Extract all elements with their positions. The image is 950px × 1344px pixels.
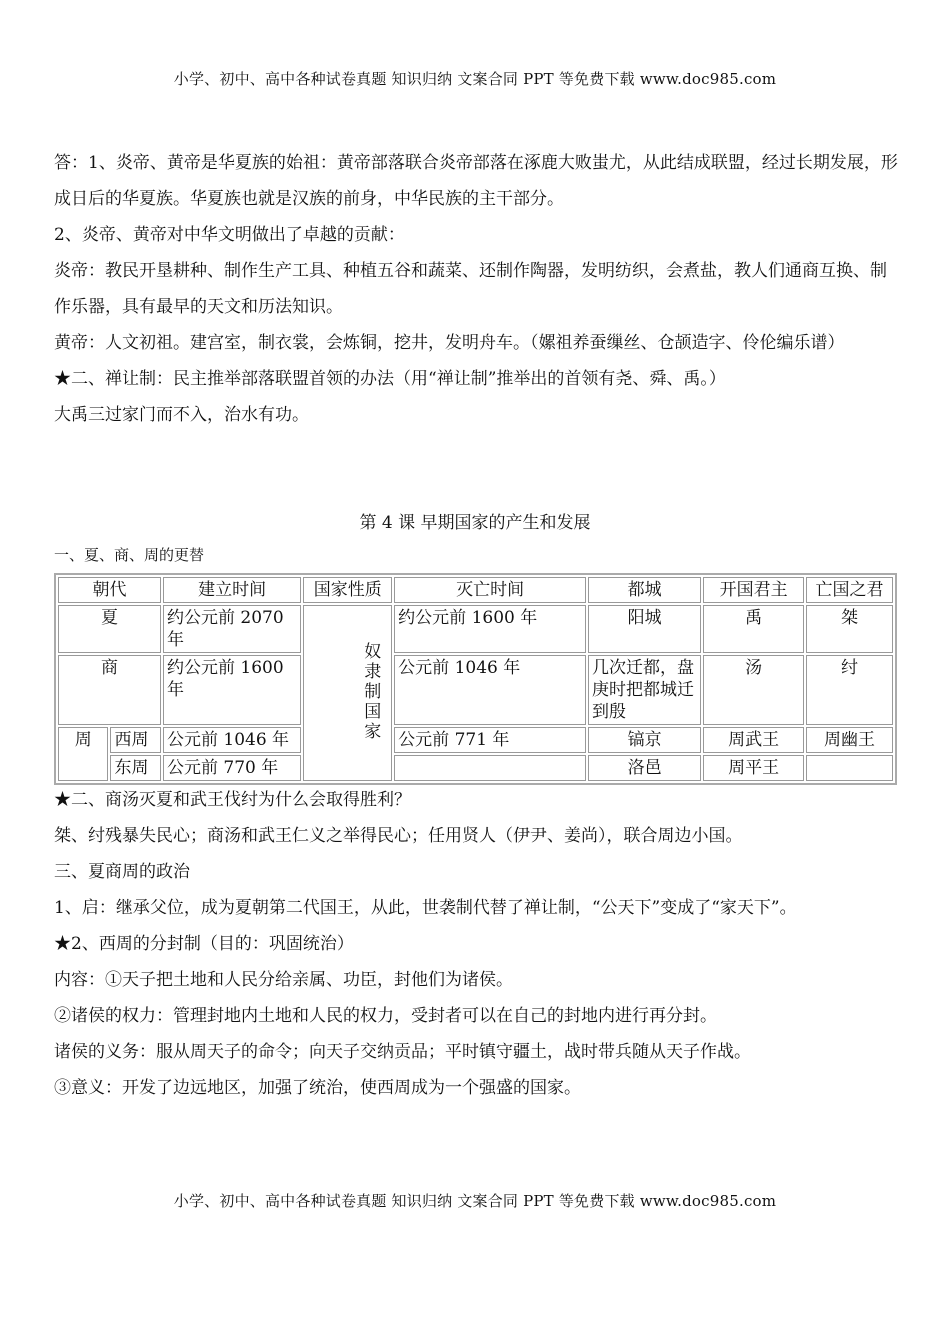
paragraph: ★二、禅让制：民主推举部落联盟首领的办法（用“禅让制”推举出的首领有尧、舜、禹。） xyxy=(54,369,726,389)
table-cell: 东周 xyxy=(110,755,160,781)
paragraph: 大禹三过家门而不入，治水有功。 xyxy=(54,405,309,425)
table-header-cell: 国家性质 xyxy=(303,577,392,603)
lesson-title: 第 4 课 早期国家的产生和发展 xyxy=(359,513,591,533)
paragraph: 1、启：继承父位，成为夏朝第二代国王，从此，世袭制代替了禅让制，“公天下”变成了“家天下”。 xyxy=(54,898,797,918)
nature-text: 奴隶制国家 xyxy=(364,642,382,742)
table-cell: 约公元前 1600 年 xyxy=(394,605,586,653)
subsection-title: 一、夏、商、周的更替 xyxy=(54,546,205,564)
table-cell: 周武王 xyxy=(703,727,804,753)
paragraph: ②诸侯的权力：管理封地内土地和人民的权力，受封者可以在自己的封地内进行再分封。 xyxy=(54,1006,717,1026)
table-cell: 约公元前 1600 年 xyxy=(163,655,301,725)
table-row xyxy=(58,655,893,725)
table-cell xyxy=(806,755,893,781)
table-cell: 商 xyxy=(58,655,161,725)
table-cell: 公元前 771 年 xyxy=(394,727,586,753)
table-cell: 周幽王 xyxy=(806,727,893,753)
paragraph: ★2、西周的分封制（目的：巩固统治） xyxy=(54,934,354,954)
table-cell: 夏 xyxy=(58,605,161,653)
table-cell: 纣 xyxy=(806,655,893,725)
table-cell: 约公元前 2070 年 xyxy=(163,605,301,653)
table-cell: 洛邑 xyxy=(588,755,701,781)
table-header-cell: 灭亡时间 xyxy=(394,577,586,603)
section-origins xyxy=(54,145,902,433)
table-cell: 禹 xyxy=(703,605,804,653)
table-cell xyxy=(394,755,586,781)
table-header-cell: 朝代 xyxy=(58,577,161,603)
table-cell: 公元前 1046 年 xyxy=(394,655,586,725)
section-politics xyxy=(54,782,902,1106)
paragraph: 2、炎帝、黄帝对中华文明做出了卓越的贡献： xyxy=(54,225,405,245)
paragraph: 炎帝：教民开垦耕种、制作生产工具、种植五谷和蔬菜、还制作陶器，发明纺织，会煮盐，教人们通商互换、制作乐器，具有最早的天文和历法知识。 xyxy=(54,261,887,317)
table-cell: 周平王 xyxy=(703,755,804,781)
table-header-cell: 都城 xyxy=(588,577,701,603)
dynasty-table xyxy=(54,573,897,785)
paragraph: ③意义：开发了边远地区，加强了统治，使西周成为一个强盛的国家。 xyxy=(54,1078,581,1098)
table-cell: 西周 xyxy=(110,727,160,753)
page-header: 小学、初中、高中各种试卷真题 知识归纳 文案合同 PPT 等免费下载 www.doc985.com xyxy=(173,70,777,88)
table-row xyxy=(58,727,893,753)
table-cell: 公元前 770 年 xyxy=(163,755,301,781)
table-cell: 镐京 xyxy=(588,727,701,753)
page-footer: 小学、初中、高中各种试卷真题 知识归纳 文案合同 PPT 等免费下载 www.doc985.com xyxy=(173,1192,777,1210)
paragraph: 三、夏商周的政治 xyxy=(54,862,190,882)
table-cell-nature xyxy=(303,605,392,781)
table-cell: 阳城 xyxy=(588,605,701,653)
paragraph: 黄帝：人文初祖。建宫室，制衣裳，会炼铜，挖井，发明舟车。（嫘祖养蚕缫丝、仓颉造字、伶伦编乐谱） xyxy=(54,333,845,353)
table-header-cell: 亡国之君 xyxy=(806,577,893,603)
paragraph: ★二、商汤灭夏和武王伐纣为什么会取得胜利？ xyxy=(54,790,411,810)
table-cell: 汤 xyxy=(703,655,804,725)
table-row xyxy=(58,605,893,653)
paragraph: 诸侯的义务：服从周天子的命令；向天子交纳贡品；平时镇守疆土，战时带兵随从天子作战。 xyxy=(54,1042,751,1062)
table-cell: 公元前 1046 年 xyxy=(163,727,301,753)
table-header-cell: 开国君主 xyxy=(703,577,804,603)
paragraph: 桀、纣残暴失民心；商汤和武王仁义之举得民心；任用贤人（伊尹、姜尚），联合周边小国。 xyxy=(54,826,743,846)
paragraph: 内容：①天子把土地和人民分给亲属、功臣，封他们为诸侯。 xyxy=(54,970,513,990)
table-header-cell: 建立时间 xyxy=(163,577,301,603)
table-header-row xyxy=(58,577,893,603)
table-row xyxy=(58,755,893,781)
paragraph: 答：1、炎帝、黄帝是华夏族的始祖：黄帝部落联合炎帝部落在涿鹿大败蚩尤，从此结成联盟，经过长期发展，形成日后的华夏族。华夏族也就是汉族的前身，中华民族的主干部分。 xyxy=(54,153,898,209)
table-cell: 桀 xyxy=(806,605,893,653)
table-cell: 周 xyxy=(58,727,108,781)
table-cell: 几次迁都，盘庚时把都城迁到殷 xyxy=(588,655,701,725)
